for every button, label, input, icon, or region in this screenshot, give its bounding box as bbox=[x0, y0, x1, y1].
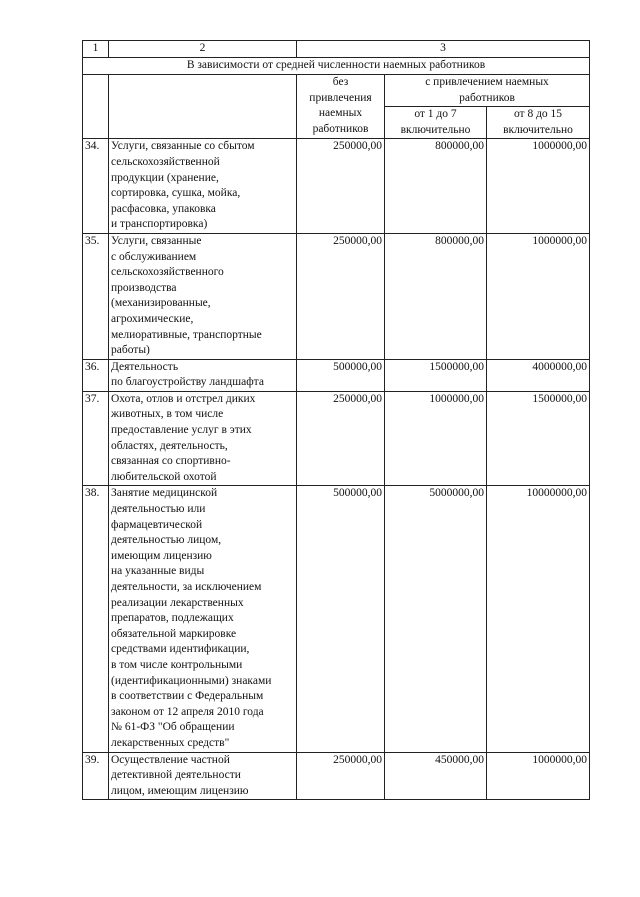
value-8-to-15: 1000000,00 bbox=[487, 752, 590, 800]
row-description: Занятие медицинской деятельностью или фармацевтической деятельностью лицом, имеющим лицензию на указанные виды деятельности, за исключением реализации лекарственных препаратов, подлежащих обязательной маркировке средствами идентификации, в том числе контрольными (идентификационными) знаками в соответствии с Федеральным законом от 12 апреля 2010 года № 61-ФЗ "Об обращении лекарственных средств" bbox=[109, 486, 297, 752]
header-with-workers: с привлечением наемных работников bbox=[385, 75, 590, 107]
column-numbers-row bbox=[83, 41, 590, 58]
value-without-workers: 250000,00 bbox=[297, 752, 385, 800]
value-1-to-7: 5000000,00 bbox=[385, 486, 487, 752]
row-number: 35. bbox=[83, 233, 109, 359]
column-number-3: 3 bbox=[297, 41, 590, 58]
header-empty-num bbox=[83, 75, 109, 139]
value-8-to-15: 1000000,00 bbox=[487, 139, 590, 234]
value-8-to-15: 10000000,00 bbox=[487, 486, 590, 752]
column-number-2: 2 bbox=[109, 41, 297, 58]
header-8-to-15: от 8 до 15 включительно bbox=[487, 107, 590, 139]
value-1-to-7: 800000,00 bbox=[385, 139, 487, 234]
value-1-to-7: 1000000,00 bbox=[385, 391, 487, 486]
row-number: 37. bbox=[83, 391, 109, 486]
value-1-to-7: 450000,00 bbox=[385, 752, 487, 800]
row-number: 34. bbox=[83, 139, 109, 234]
value-without-workers: 500000,00 bbox=[297, 486, 385, 752]
value-without-workers: 250000,00 bbox=[297, 391, 385, 486]
tax-table-body bbox=[83, 41, 590, 800]
value-8-to-15: 1000000,00 bbox=[487, 233, 590, 359]
row-description: Охота, отлов и отстрел диких животных, в том числе предоставление услуг в этих областях, деятельность, связанная со спортивно- любительской охотой bbox=[109, 391, 297, 486]
value-without-workers: 250000,00 bbox=[297, 233, 385, 359]
value-1-to-7: 1500000,00 bbox=[385, 359, 487, 391]
row-number: 38. bbox=[83, 486, 109, 752]
group-title-row bbox=[83, 58, 590, 75]
column-number-1: 1 bbox=[83, 41, 109, 58]
header-empty-desc bbox=[109, 75, 297, 139]
row-description: Услуги, связанные со сбытом сельскохозяйственной продукции (хранение, сортировка, сушка, мойка, расфасовка, упаковка и транспортировка) bbox=[109, 139, 297, 234]
table-row bbox=[83, 752, 590, 800]
row-number: 36. bbox=[83, 359, 109, 391]
header-without-workers: без привлечения наемных работников bbox=[297, 75, 385, 139]
table-row bbox=[83, 486, 590, 752]
value-8-to-15: 4000000,00 bbox=[487, 359, 590, 391]
header-row-1 bbox=[83, 75, 590, 107]
table-row bbox=[83, 359, 590, 391]
table-row bbox=[83, 233, 590, 359]
row-description: Услуги, связанные с обслуживанием сельскохозяйственного производства (механизированные, агрохимические, мелиоративные, транспортные работы) bbox=[109, 233, 297, 359]
tax-table bbox=[82, 40, 590, 800]
group-title: В зависимости от средней численности наемных работников bbox=[83, 58, 590, 75]
table-row bbox=[83, 391, 590, 486]
value-8-to-15: 1500000,00 bbox=[487, 391, 590, 486]
value-1-to-7: 800000,00 bbox=[385, 233, 487, 359]
value-without-workers: 250000,00 bbox=[297, 139, 385, 234]
row-number: 39. bbox=[83, 752, 109, 800]
row-description: Осуществление частной детективной деятельности лицом, имеющим лицензию bbox=[109, 752, 297, 800]
value-without-workers: 500000,00 bbox=[297, 359, 385, 391]
row-description: Деятельность по благоустройству ландшафта bbox=[109, 359, 297, 391]
header-1-to-7: от 1 до 7 включительно bbox=[385, 107, 487, 139]
table-row bbox=[83, 139, 590, 234]
